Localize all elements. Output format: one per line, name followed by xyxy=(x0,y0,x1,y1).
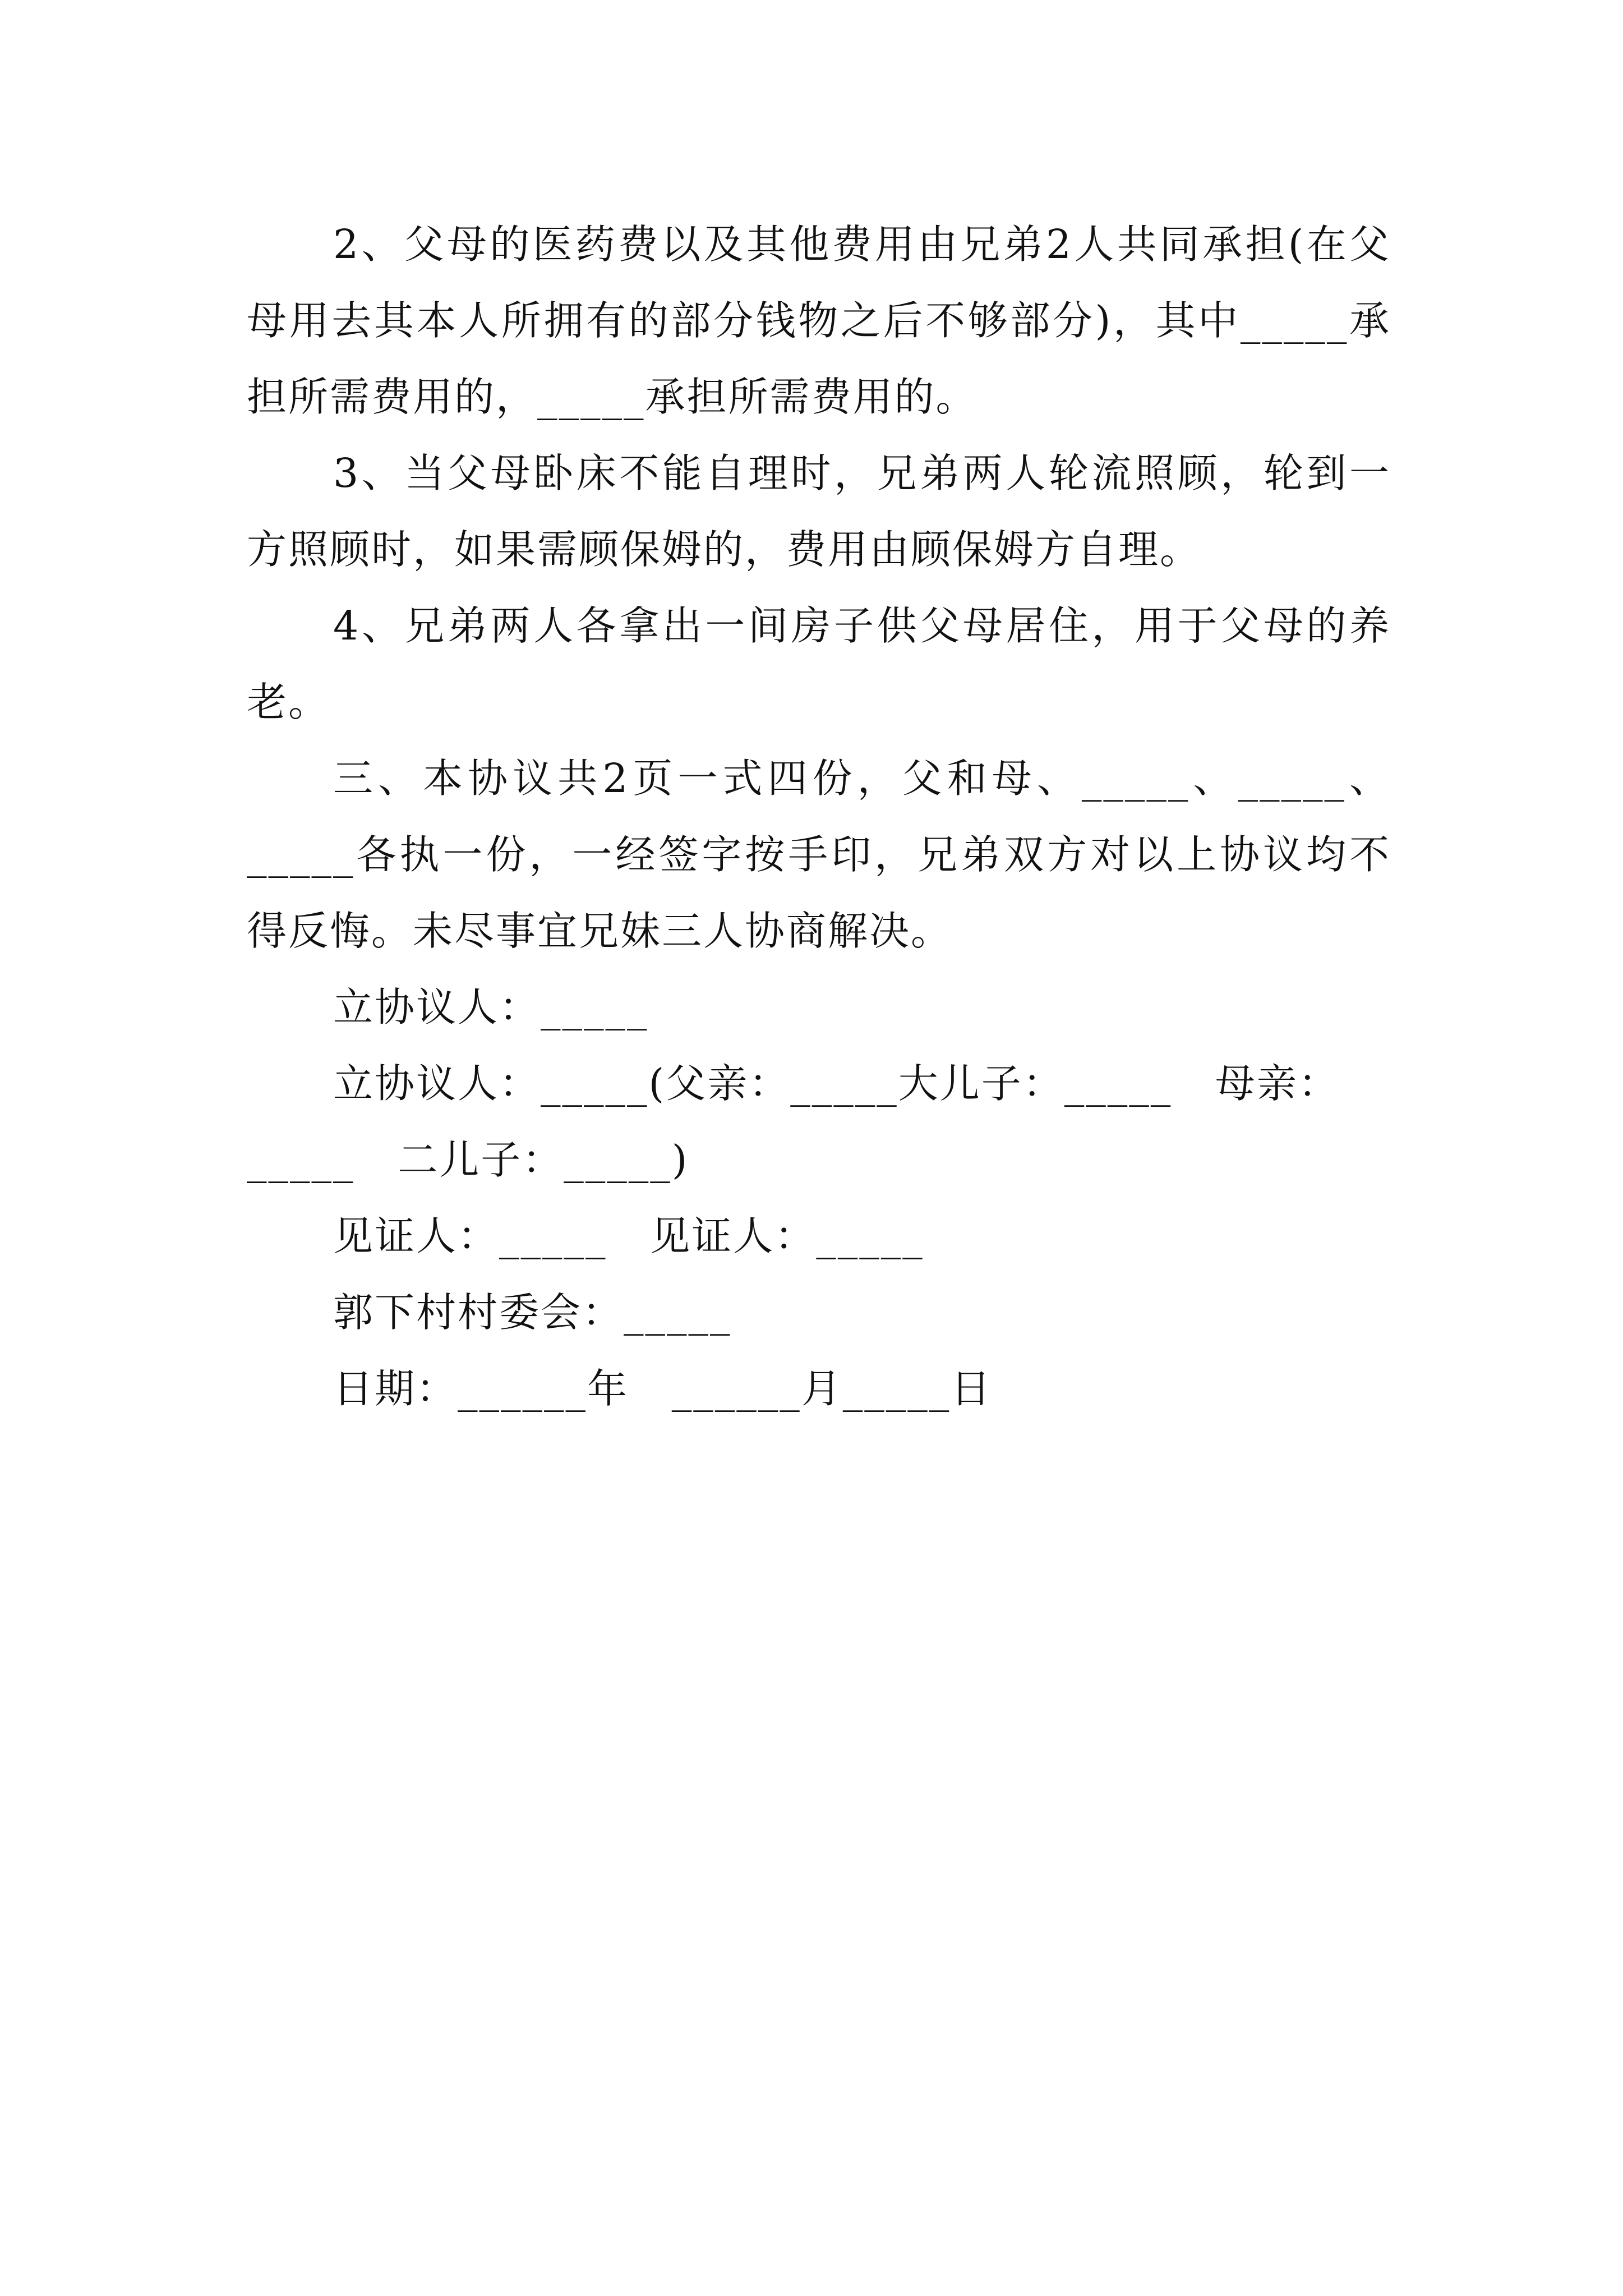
section-3-copies: 三、本协议共2页一式四份，父和母、_____、_____、_____各执一份，一经签字按手印，兄弟双方对以上协议均不得反悔。未尽事宜兄妹三人协商解决。 xyxy=(247,755,1391,954)
agreement-body xyxy=(247,206,1391,1427)
village-committee-line: 郭下村村委会：_____ xyxy=(333,1289,732,1336)
signatory-line-1: 立协议人：_____ xyxy=(333,984,649,1030)
clause-2-medical-expenses: 2、父母的医药费以及其他费用由兄弟2人共同承担(在父母用去其本人所拥有的部分钱物之后不够部分)，其中_____承担所需费用的，_____承担所需费用的。 xyxy=(247,221,1391,420)
clause-3-bedridden-care: 3、当父母卧床不能自理时，兄弟两人轮流照顾，轮到一方照顾时，如果需顾保姆的，费用由顾保姆方自理。 xyxy=(247,450,1391,573)
signatory-line-2: 立协议人：_____(父亲：_____大儿子：_____ 母亲：_____ 二儿子：_____) xyxy=(247,1060,1340,1183)
witness-line: 见证人：_____ 见证人：_____ xyxy=(333,1213,924,1259)
clause-4-housing: 4、兄弟两人各拿出一间房子供父母居住，用于父母的养老。 xyxy=(247,602,1391,725)
date-line: 日期：______年 ______月_____日 xyxy=(333,1365,993,1412)
